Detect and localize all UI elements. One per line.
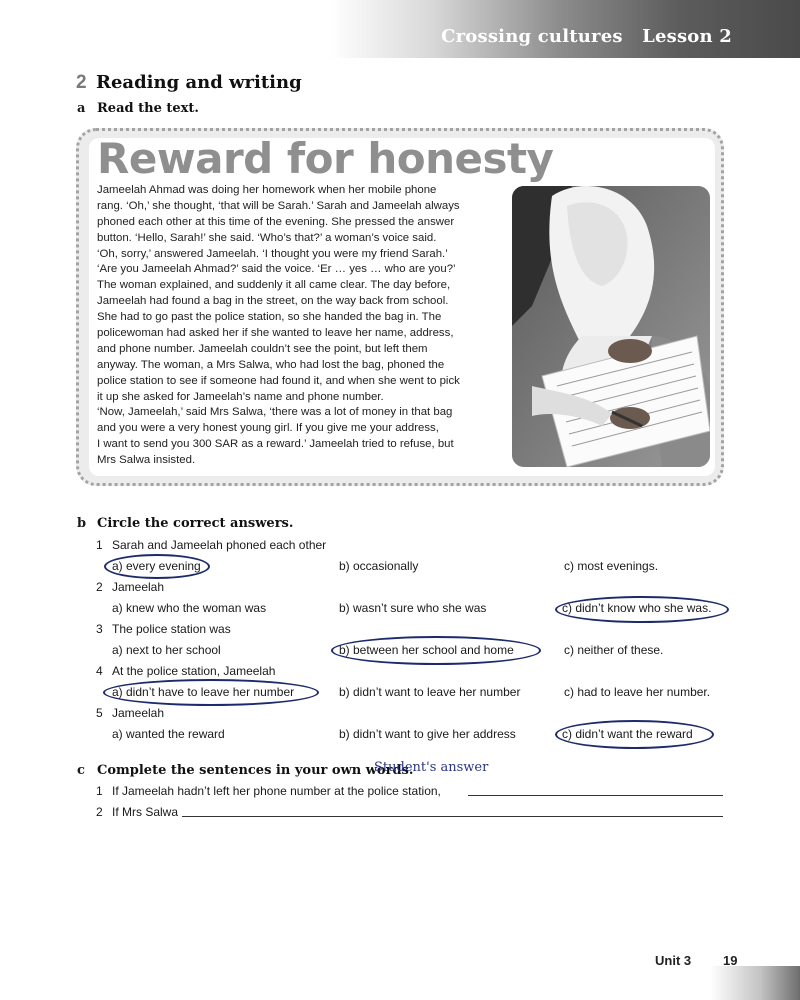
article-body	[97, 183, 505, 469]
answer-option[interactable]: c) most evenings.	[564, 559, 659, 573]
part-b-instruction: Circle the correct answers.	[97, 516, 294, 531]
section-title: Reading and writing	[96, 72, 302, 93]
footer-band	[590, 966, 800, 1000]
question-number: 3	[96, 622, 103, 636]
answer-option[interactable]: c) neither of these.	[564, 643, 664, 657]
article-line: rang. ‘Oh,’ she thought, ‘that will be Sarah.’ Sarah and Jameelah always	[97, 199, 460, 212]
answer-option[interactable]: b) wasn’t sure who she was	[339, 601, 487, 615]
sentence-prompt: If Jameelah hadn’t left her phone number at the police station,	[112, 784, 441, 798]
pen-circle-mark	[555, 720, 714, 749]
header-title	[441, 26, 732, 47]
article-line: Jameelah had found a bag in the street, on the way back from school.	[97, 295, 449, 308]
article-line: ‘Now, Jameelah,’ said Mrs Salwa, ‘there was a lot of money in that bag	[97, 406, 453, 419]
sentence-number: 2	[96, 805, 103, 819]
unit-label: Unit 3	[655, 953, 692, 968]
answer-option[interactable]: b) between her school and home	[339, 643, 514, 657]
question-number: 5	[96, 706, 103, 720]
pen-circle-mark	[555, 596, 729, 623]
article-line: and you were a very honest young girl. If you give me your address,	[97, 422, 439, 435]
article-line: Mrs Salwa insisted.	[97, 454, 196, 467]
page-number: 19	[723, 953, 738, 968]
answer-option[interactable]: b) didn’t want to leave her number	[339, 685, 521, 699]
answer-option[interactable]: c) didn’t know who she was.	[562, 601, 712, 615]
pen-circle-mark	[103, 679, 319, 706]
part-a-instruction: Read the text.	[97, 101, 199, 116]
chapter-title: Crossing cultures	[441, 26, 623, 47]
part-c-letter: c	[77, 763, 85, 778]
photo-illustration	[512, 186, 710, 467]
sentence-number: 1	[96, 784, 103, 798]
question-number: 1	[96, 538, 103, 552]
article-line: and phone number. Jameelah couldn’t see the point, but left them	[97, 342, 428, 355]
question-text: Jameelah	[112, 706, 165, 720]
answer-option[interactable]: a) wanted the reward	[112, 727, 225, 741]
photo-woman-writing	[512, 186, 710, 467]
part-b-letter: b	[77, 516, 87, 531]
answer-line[interactable]	[468, 795, 723, 796]
answer-option[interactable]: c) didn’t want the reward	[562, 727, 693, 741]
part-a-letter: a	[77, 101, 86, 116]
question-text: Sarah and Jameelah phoned each other	[112, 538, 327, 552]
article-line: it up she asked for Jameelah’s name and phone number.	[97, 390, 384, 403]
part-c-instruction: Complete the sentences in your own words.	[97, 763, 414, 778]
question-text: Jameelah	[112, 580, 165, 594]
answer-line[interactable]	[182, 816, 723, 817]
article-title: Reward for honesty	[97, 134, 554, 183]
answer-option[interactable]: a) knew who the woman was	[112, 601, 267, 615]
pen-circle-mark	[104, 554, 210, 579]
answer-option[interactable]: a) didn’t have to leave her number	[112, 685, 295, 699]
article-line: policewoman had asked her if she wanted to leave her name, address,	[97, 327, 454, 340]
article-line: She had to go past the police station, so she handed the bag in. The	[97, 311, 442, 324]
answer-option[interactable]: b) occasionally	[339, 559, 419, 573]
article-line: The woman explained, and suddenly it all came clear. The day before,	[97, 279, 451, 292]
question-text: At the police station, Jameelah	[112, 664, 276, 678]
pen-circle-mark	[331, 636, 541, 665]
article-line: I want to send you 300 SAR as a reward.’ Jameelah tried to refuse, but	[97, 438, 454, 451]
answer-option[interactable]: a) every evening	[112, 559, 201, 573]
article-line: ‘Oh, sorry,’ answered Jameelah. ‘I thought you were my friend Sarah.’	[97, 247, 448, 260]
handwritten-note: Student's answer	[374, 760, 489, 775]
answer-option[interactable]: b) didn’t want to give her address	[339, 727, 516, 741]
article-line: phoned each other at this time of the evening. She pressed the answer	[97, 215, 455, 228]
question-number: 2	[96, 580, 103, 594]
article-line: anyway. The woman, a Mrs Salwa, who had lost the bag, phoned the	[97, 358, 445, 371]
article-line: button. ‘Hello, Sarah!’ she said. ‘Who’s that?’ a woman’s voice said.	[97, 231, 437, 244]
lesson-label: Lesson 2	[642, 26, 732, 47]
section-number: 2	[76, 72, 87, 93]
article-line: police station to see if someone had found it, and when she went to pick	[97, 374, 460, 387]
question-text: The police station was	[112, 622, 231, 636]
sentence-prompt: If Mrs Salwa	[112, 805, 179, 819]
answer-option[interactable]: a) next to her school	[112, 643, 221, 657]
article-line: ‘Are you Jameelah Ahmad?’ said the voice. ‘Er … yes … who are you?’	[97, 263, 456, 276]
article-line: Jameelah Ahmad was doing her homework when her mobile phone	[97, 184, 437, 196]
answer-option[interactable]: c) had to leave her number.	[564, 685, 711, 699]
question-number: 4	[96, 664, 103, 678]
